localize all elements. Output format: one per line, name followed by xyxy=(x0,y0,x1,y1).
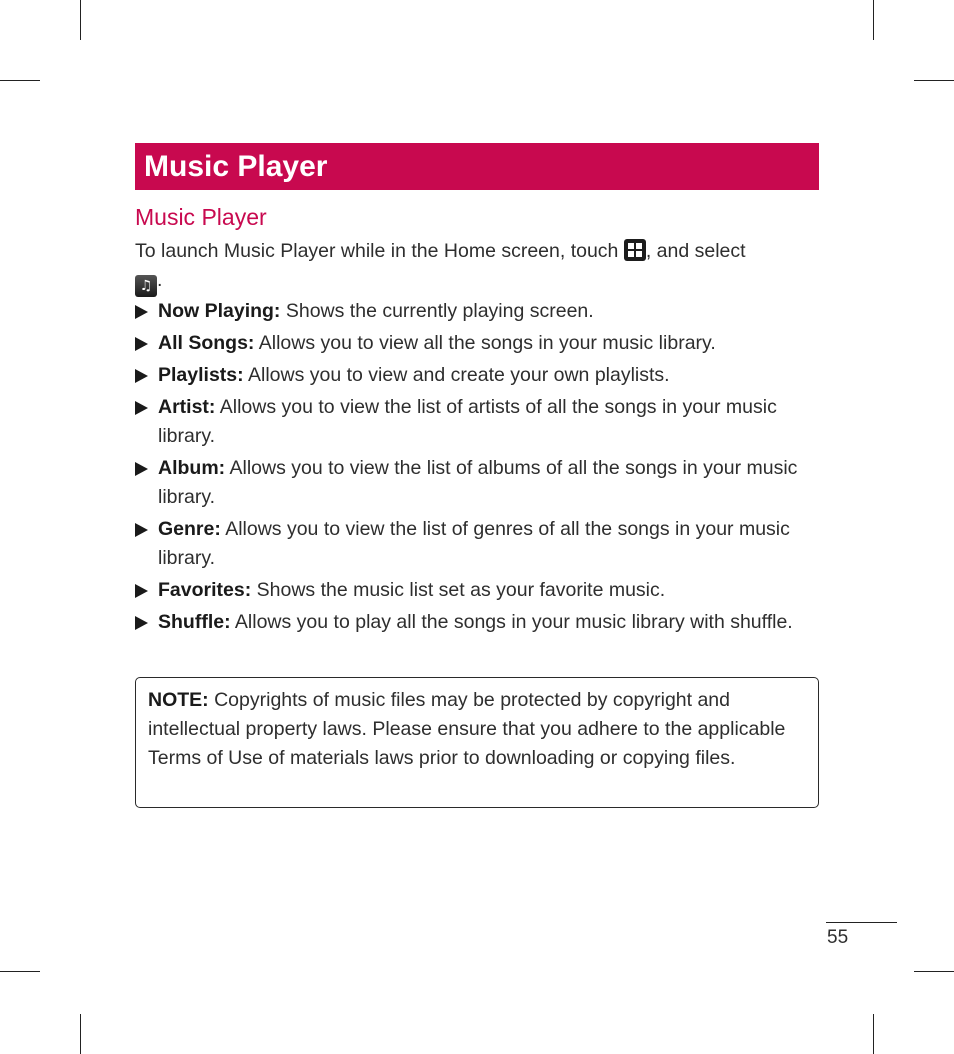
list-item-term: Shuffle: xyxy=(158,611,231,633)
intro-text-middle: , and select xyxy=(645,240,746,262)
note-text: Copyrights of music files may be protected by copyright and intellectual property laws. Please ensure that you adhere to the applicable Terms of Use of materials laws prior to downloading or copying files. xyxy=(148,689,786,769)
crop-mark-bottom-left-vertical xyxy=(80,1014,81,1054)
list-item-text: Shows the currently playing screen. xyxy=(280,300,594,322)
crop-mark-top-right-horizontal xyxy=(914,80,954,81)
list-item-term: Favorites: xyxy=(158,579,252,601)
list-item xyxy=(135,297,819,326)
bullet-arrow-icon xyxy=(135,616,148,630)
crop-mark-bottom-right-horizontal xyxy=(914,971,954,972)
bullet-arrow-icon xyxy=(135,337,148,351)
list-item-text: Allows you to view all the songs in your music library. xyxy=(254,332,716,354)
crop-mark-top-left-horizontal xyxy=(0,80,40,81)
bullet-arrow-icon xyxy=(135,369,148,383)
page-number-rule xyxy=(826,922,897,923)
bullet-arrow-icon xyxy=(135,584,148,598)
bullet-arrow-icon xyxy=(135,523,148,537)
list-item-term: Artist: xyxy=(158,396,216,418)
bullet-arrow-icon xyxy=(135,462,148,476)
list-item xyxy=(135,361,819,390)
list-item xyxy=(135,608,819,637)
apps-grid-icon xyxy=(624,239,646,261)
music-note-icon: ♫ xyxy=(135,275,157,297)
note-box xyxy=(135,677,819,808)
intro-text-end: . xyxy=(157,269,163,291)
bullet-arrow-icon xyxy=(135,305,148,319)
chapter-banner xyxy=(135,143,819,190)
list-item xyxy=(135,515,819,573)
list-item xyxy=(135,576,819,605)
list-item-text: Allows you to view the list of artists of all the songs in your music library. xyxy=(158,396,777,447)
note-label: NOTE: xyxy=(148,689,209,711)
list-item-text: Allows you to play all the songs in your music library with shuffle. xyxy=(230,611,793,633)
list-item xyxy=(135,454,819,512)
crop-mark-top-right-vertical xyxy=(873,0,874,40)
list-item xyxy=(135,329,819,358)
section-heading: Music Player xyxy=(135,204,267,230)
crop-mark-top-left-vertical xyxy=(80,0,81,40)
page-number: 55 xyxy=(827,927,849,948)
crop-mark-bottom-right-vertical xyxy=(873,1014,874,1054)
crop-mark-bottom-left-horizontal xyxy=(0,971,40,972)
list-item-text: Allows you to view the list of albums of all the songs in your music library. xyxy=(158,457,798,508)
list-item-term: Album: xyxy=(158,457,226,479)
list-item-text: Shows the music list set as your favorite music. xyxy=(251,579,666,601)
list-item-text: Allows you to view and create your own playlists. xyxy=(243,364,670,386)
intro-paragraph xyxy=(135,237,819,297)
list-item-term: Now Playing: xyxy=(158,300,281,322)
list-item xyxy=(135,393,819,451)
list-item-term: Genre: xyxy=(158,518,221,540)
list-item-term: Playlists: xyxy=(158,364,244,386)
feature-list xyxy=(135,297,819,640)
chapter-title: Music Player xyxy=(144,150,328,183)
bullet-arrow-icon xyxy=(135,401,148,415)
intro-text-start: To launch Music Player while in the Home screen, touch xyxy=(135,240,624,262)
list-item-term: All Songs: xyxy=(158,332,255,354)
list-item-text: Allows you to view the list of genres of all the songs in your music library. xyxy=(158,518,790,569)
